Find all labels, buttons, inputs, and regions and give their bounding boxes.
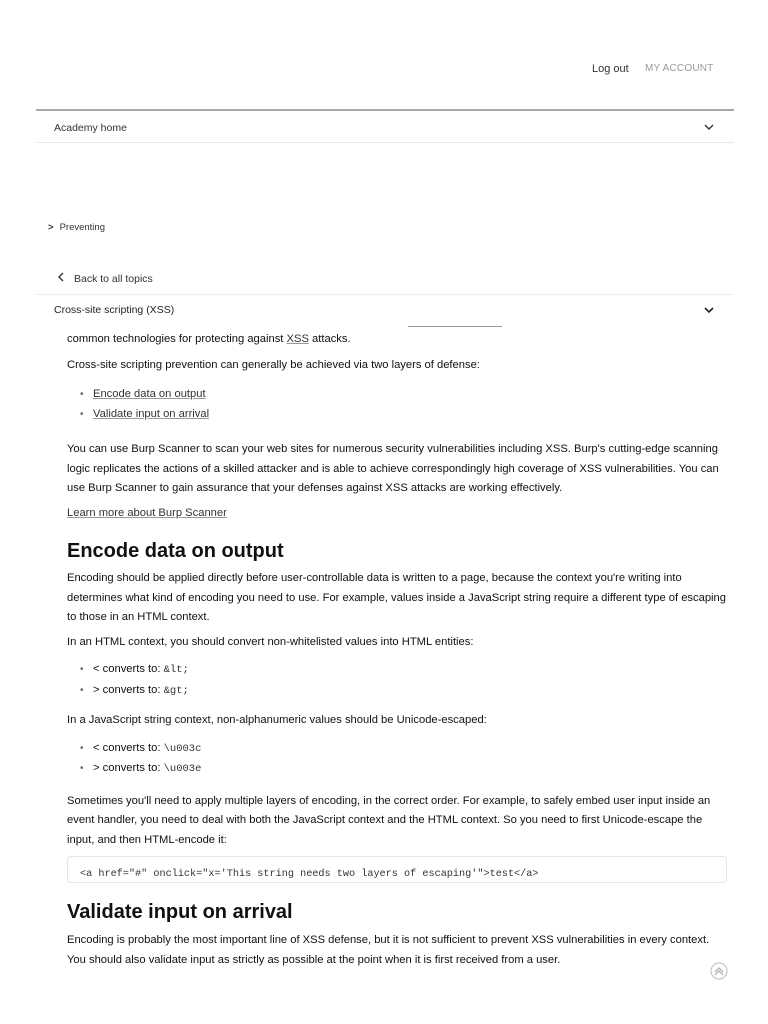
breadcrumb-label: Preventing xyxy=(59,222,105,233)
overlay-underline xyxy=(408,326,502,327)
list-item xyxy=(67,739,727,760)
chevron-down-icon xyxy=(702,303,716,317)
list-item xyxy=(67,385,727,405)
logout-link[interactable]: Log out xyxy=(592,63,629,75)
escape-char: < xyxy=(93,741,100,754)
academy-home-label: Academy home xyxy=(54,122,127,134)
entity-char: < xyxy=(93,663,100,675)
escape-char: > xyxy=(93,762,100,774)
encode-data-link[interactable]: Encode data on output xyxy=(93,388,206,400)
intro-paragraph xyxy=(67,330,727,350)
topic-label: Cross-site scripting (XSS) xyxy=(54,304,175,316)
encode-paragraph-4: Sometimes you'll need to apply multiple layers of encoding, in the correct order. For example, to safely embed user input inside an event handler, you need to deal with both the JavaScript context and the HTML context. So you need to first Unicode-escape the input, and then HTML-encode it: xyxy=(67,794,711,846)
academy-home-dropdown[interactable] xyxy=(36,111,734,143)
entity-char: > xyxy=(93,683,100,696)
encode-paragraph-1: Encoding should be applied directly before user-controllable data is written to a page, because the context you're writing into determines what kind of encoding you need to use. For example, values inside a JavaScript string require a different type of escaping to those in an HTML context. xyxy=(67,572,726,623)
list-item xyxy=(67,405,727,425)
scroll-to-top-icon[interactable] xyxy=(710,962,728,980)
code-block xyxy=(67,856,727,883)
encode-paragraph-2: In an HTML context, you should convert non-whitelisted values into HTML entities: xyxy=(67,635,474,648)
code-snippet: <a href="#" onclick="x='This string needs two layers of escaping'">test</a> xyxy=(80,869,539,880)
encode-paragraph-3: In a JavaScript string context, non-alphanumeric values should be Unicode-escaped: xyxy=(67,714,487,726)
intro-text: common technologies for protecting against xyxy=(67,333,287,345)
validate-input-link[interactable]: Validate input on arrival xyxy=(93,407,210,420)
defense-links-list xyxy=(67,385,727,424)
burp-scanner-link-paragraph xyxy=(67,504,727,524)
list-item xyxy=(67,660,727,681)
xss-link[interactable]: XSS xyxy=(286,333,309,345)
back-to-topics-link[interactable] xyxy=(56,271,153,285)
entity-code: &lt; xyxy=(163,664,189,676)
back-label: Back to all topics xyxy=(74,273,153,285)
entity-text: converts to: xyxy=(99,663,164,675)
escape-code: \u003e xyxy=(163,763,202,775)
validate-paragraph-1: Encoding is probably the most important line of XSS defense, but it is not sufficient to prevent XSS vulnerabilities in every context. You should also validate input as strictly as possible at the point when it is first received from a user. xyxy=(67,934,710,966)
top-bar xyxy=(0,0,768,110)
escape-text: converts to: xyxy=(99,741,164,754)
article-content xyxy=(67,330,727,970)
burp-scanner-paragraph: You can use Burp Scanner to scan your web sites for numerous security vulnerabilities including XSS. Burp's cutting-edge scanning logic replicates the actions of a skilled attacker and is able to achieve correspondingly high coverage of XSS vulnerabilities. You can use Burp Scanner to gain assurance that your defenses against XSS attacks are working effectively. xyxy=(67,443,719,494)
encode-heading: Encode data on output xyxy=(67,540,284,562)
defense-layers-paragraph: Cross-site scripting prevention can generally be achieved via two layers of defense: xyxy=(67,358,480,371)
intro-text-end: attacks. xyxy=(308,333,351,345)
topic-dropdown[interactable] xyxy=(36,294,734,326)
escape-text: converts to: xyxy=(99,762,164,774)
entity-text: converts to: xyxy=(99,683,164,696)
list-item xyxy=(67,759,727,780)
unicode-escape-list xyxy=(67,739,727,780)
list-item xyxy=(67,681,727,702)
validate-heading: Validate input on arrival xyxy=(67,901,293,923)
breadcrumb-marker: > xyxy=(48,222,54,233)
my-account-link[interactable]: MY ACCOUNT xyxy=(645,63,714,74)
chevron-left-icon xyxy=(56,271,66,283)
breadcrumb[interactable] xyxy=(48,222,105,233)
html-entities-list xyxy=(67,660,727,701)
entity-code: &gt; xyxy=(163,684,189,697)
learn-more-link[interactable]: Learn more about Burp Scanner xyxy=(67,506,227,519)
escape-code: \u003c xyxy=(163,742,202,755)
chevron-down-icon xyxy=(702,120,716,134)
